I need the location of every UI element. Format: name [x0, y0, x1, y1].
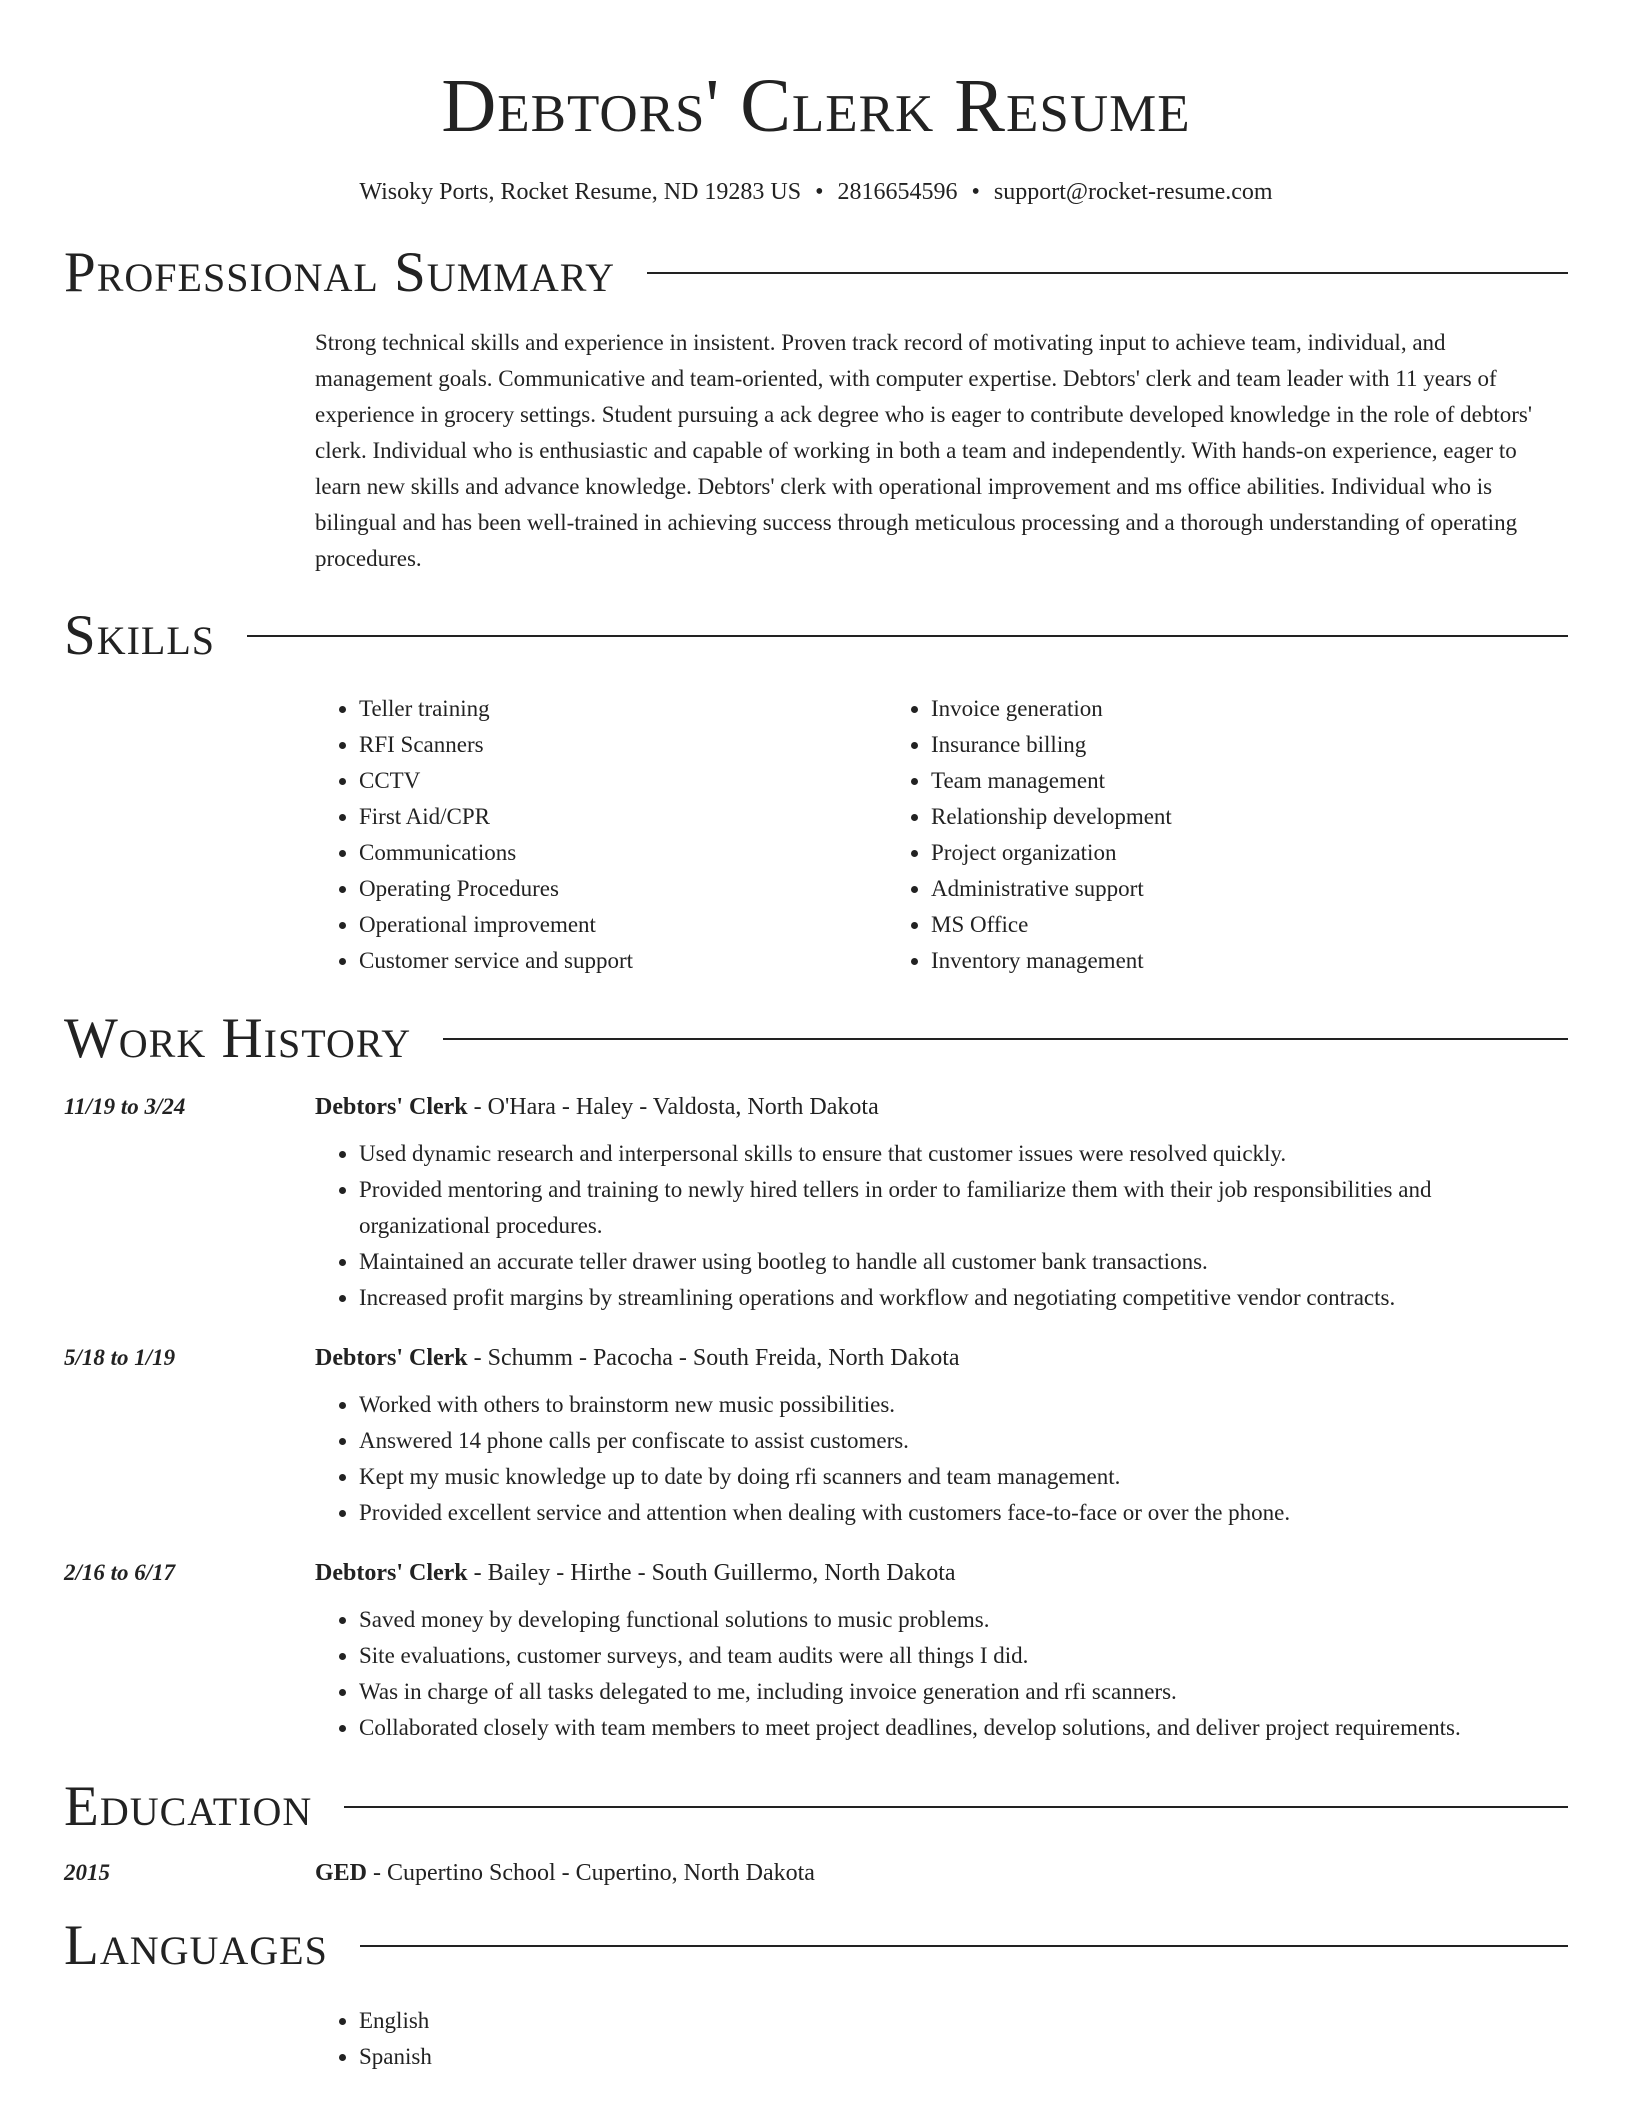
- contact-address: Wisoky Ports, Rocket Resume, ND 19283 US: [359, 179, 802, 205]
- languages-heading: Languages: [64, 1914, 328, 1977]
- job-bullet: • Provided excellent service and attention when dealing with customers face-to-face or over the phone.: [359, 1495, 1568, 1531]
- job-bullet: • Provided mentoring and training to newly hired tellers in order to familiarize them with their job responsibilities and organizational procedures.: [359, 1172, 1568, 1244]
- contact-line: [64, 176, 1568, 208]
- job-entry: [64, 1094, 1568, 1316]
- skill-item: • First Aid/CPR: [359, 799, 887, 835]
- job-title-line: [315, 1345, 960, 1372]
- job-bullet: • Site evaluations, customer surveys, and team audits were all things I did.: [359, 1638, 1568, 1674]
- education-line: [315, 1860, 815, 1887]
- languages-section-header: [64, 1911, 1568, 1981]
- summary-section-header: [64, 238, 1568, 308]
- skills-column-right: [887, 691, 1459, 979]
- skill-item: • RFI Scanners: [359, 727, 887, 763]
- job-entry: [64, 1345, 1568, 1531]
- job-title: Debtors' Clerk: [315, 1560, 468, 1586]
- job-bullets: [315, 1136, 1568, 1316]
- job-employer: - Bailey - Hirthe - South Guillermo, North Dakota: [467, 1560, 956, 1586]
- contact-email[interactable]: support@rocket-resume.com: [993, 179, 1273, 205]
- languages-list: [315, 2003, 1568, 2075]
- job-title: Debtors' Clerk: [315, 1094, 468, 1120]
- job-bullet-list: [315, 1387, 1568, 1531]
- skill-item: • Relationship development: [931, 799, 1459, 835]
- section-divider: [247, 635, 1568, 637]
- education-heading: Education: [64, 1775, 313, 1838]
- job-bullet-list: [315, 1136, 1568, 1316]
- work-section-header: [64, 1004, 1568, 1074]
- section-divider: [344, 1806, 1568, 1808]
- job-date: 11/19 to 3/24: [64, 1094, 186, 1119]
- job-header: [64, 1094, 1568, 1121]
- skill-item: • Invoice generation: [931, 691, 1459, 727]
- language-item: • English: [359, 2003, 1568, 2039]
- job-title-line: [315, 1560, 956, 1587]
- job-entry: [64, 1560, 1568, 1746]
- section-divider: [443, 1038, 1568, 1040]
- contact-phone: 2816654596: [837, 179, 958, 205]
- skills-list: [315, 691, 1568, 979]
- job-title: Debtors' Clerk: [315, 1345, 468, 1371]
- job-bullet: • Collaborated closely with team members to meet project deadlines, develop solutions, and deliver project requirements.: [359, 1710, 1568, 1746]
- skill-item: • Insurance billing: [931, 727, 1459, 763]
- job-bullet: • Maintained an accurate teller drawer using bootleg to handle all customer bank transactions.: [359, 1244, 1568, 1280]
- job-bullets: [315, 1602, 1568, 1746]
- job-bullet: • Was in charge of all tasks delegated to me, including invoice generation and rfi scanners.: [359, 1674, 1568, 1710]
- skills-section-header: [64, 601, 1568, 671]
- job-bullet: • Increased profit margins by streamlining operations and workflow and negotiating competitive vendor contracts.: [359, 1280, 1568, 1316]
- skill-item: • Project organization: [931, 835, 1459, 871]
- skill-item: • Team management: [931, 763, 1459, 799]
- job-bullet: • Kept my music knowledge up to date by doing rfi scanners and team management.: [359, 1459, 1568, 1495]
- language-item: • Spanish: [359, 2039, 1568, 2075]
- summary-text: Strong technical skills and experience in insistent. Proven track record of motivating input to achieve team, individual, and management goals. Communicative and team-oriented, with computer expertise. Debtors' clerk and team leader with 11 years of experience in grocery settings. Student pursuing a ack degree who is eager to contribute developed knowledge in the role of debtors' clerk. Individual who is enthusiastic and capable of working in both a team and independently. With hands-on experience, eager to learn new skills and advance knowledge. Debtors' clerk with operational improvement and ms office abilities. Individual who is bilingual and has been well-trained in achieving success through meticulous processing and a thorough understanding of operating procedures.: [315, 330, 1533, 571]
- skill-item: • Operational improvement: [359, 907, 887, 943]
- job-date: 5/18 to 1/19: [64, 1345, 176, 1370]
- job-header: [64, 1560, 1568, 1587]
- job-bullets: [315, 1387, 1568, 1531]
- skill-item: • Administrative support: [931, 871, 1459, 907]
- work-heading: Work History: [64, 1007, 412, 1070]
- education-degree: GED: [315, 1860, 368, 1886]
- job-date: 2/16 to 6/17: [64, 1560, 176, 1585]
- skills-column-left: [315, 691, 887, 979]
- section-divider: [360, 1945, 1568, 1947]
- resume-page: [64, 0, 1568, 2075]
- skill-item: • CCTV: [359, 763, 887, 799]
- job-bullet: • Worked with others to brainstorm new music possibilities.: [359, 1387, 1568, 1423]
- resume-title: Debtors' Clerk Resume: [441, 64, 1191, 148]
- skill-item: • MS Office: [931, 907, 1459, 943]
- skill-item: • Customer service and support: [359, 943, 887, 979]
- languages-body: [315, 2003, 1568, 2075]
- job-bullet-list: [315, 1602, 1568, 1746]
- contact-separator: •: [971, 179, 980, 205]
- skill-item: • Teller training: [359, 691, 887, 727]
- skill-item: • Operating Procedures: [359, 871, 887, 907]
- job-title-line: [315, 1094, 879, 1121]
- job-employer: - O'Hara - Haley - Valdosta, North Dakota: [467, 1094, 879, 1120]
- education-section-header: [64, 1772, 1568, 1842]
- education-entry: [64, 1860, 1568, 1887]
- education-school: - Cupertino School - Cupertino, North Dakota: [367, 1860, 815, 1886]
- summary-body: [315, 325, 1568, 577]
- skill-item: • Inventory management: [931, 943, 1459, 979]
- job-bullet: • Saved money by developing functional solutions to music problems.: [359, 1602, 1568, 1638]
- job-employer: - Schumm - Pacocha - South Freida, North Dakota: [467, 1345, 960, 1371]
- summary-heading: Professional Summary: [64, 241, 616, 304]
- skill-item: • Communications: [359, 835, 887, 871]
- skills-heading: Skills: [64, 604, 216, 667]
- job-header: [64, 1345, 1568, 1372]
- contact-separator: •: [815, 179, 824, 205]
- education-date: 2015: [64, 1860, 110, 1885]
- section-divider: [647, 272, 1568, 274]
- job-bullet: • Answered 14 phone calls per confiscate to assist customers.: [359, 1423, 1568, 1459]
- job-bullet: • Used dynamic research and interpersonal skills to ensure that customer issues were resolved quickly.: [359, 1136, 1568, 1172]
